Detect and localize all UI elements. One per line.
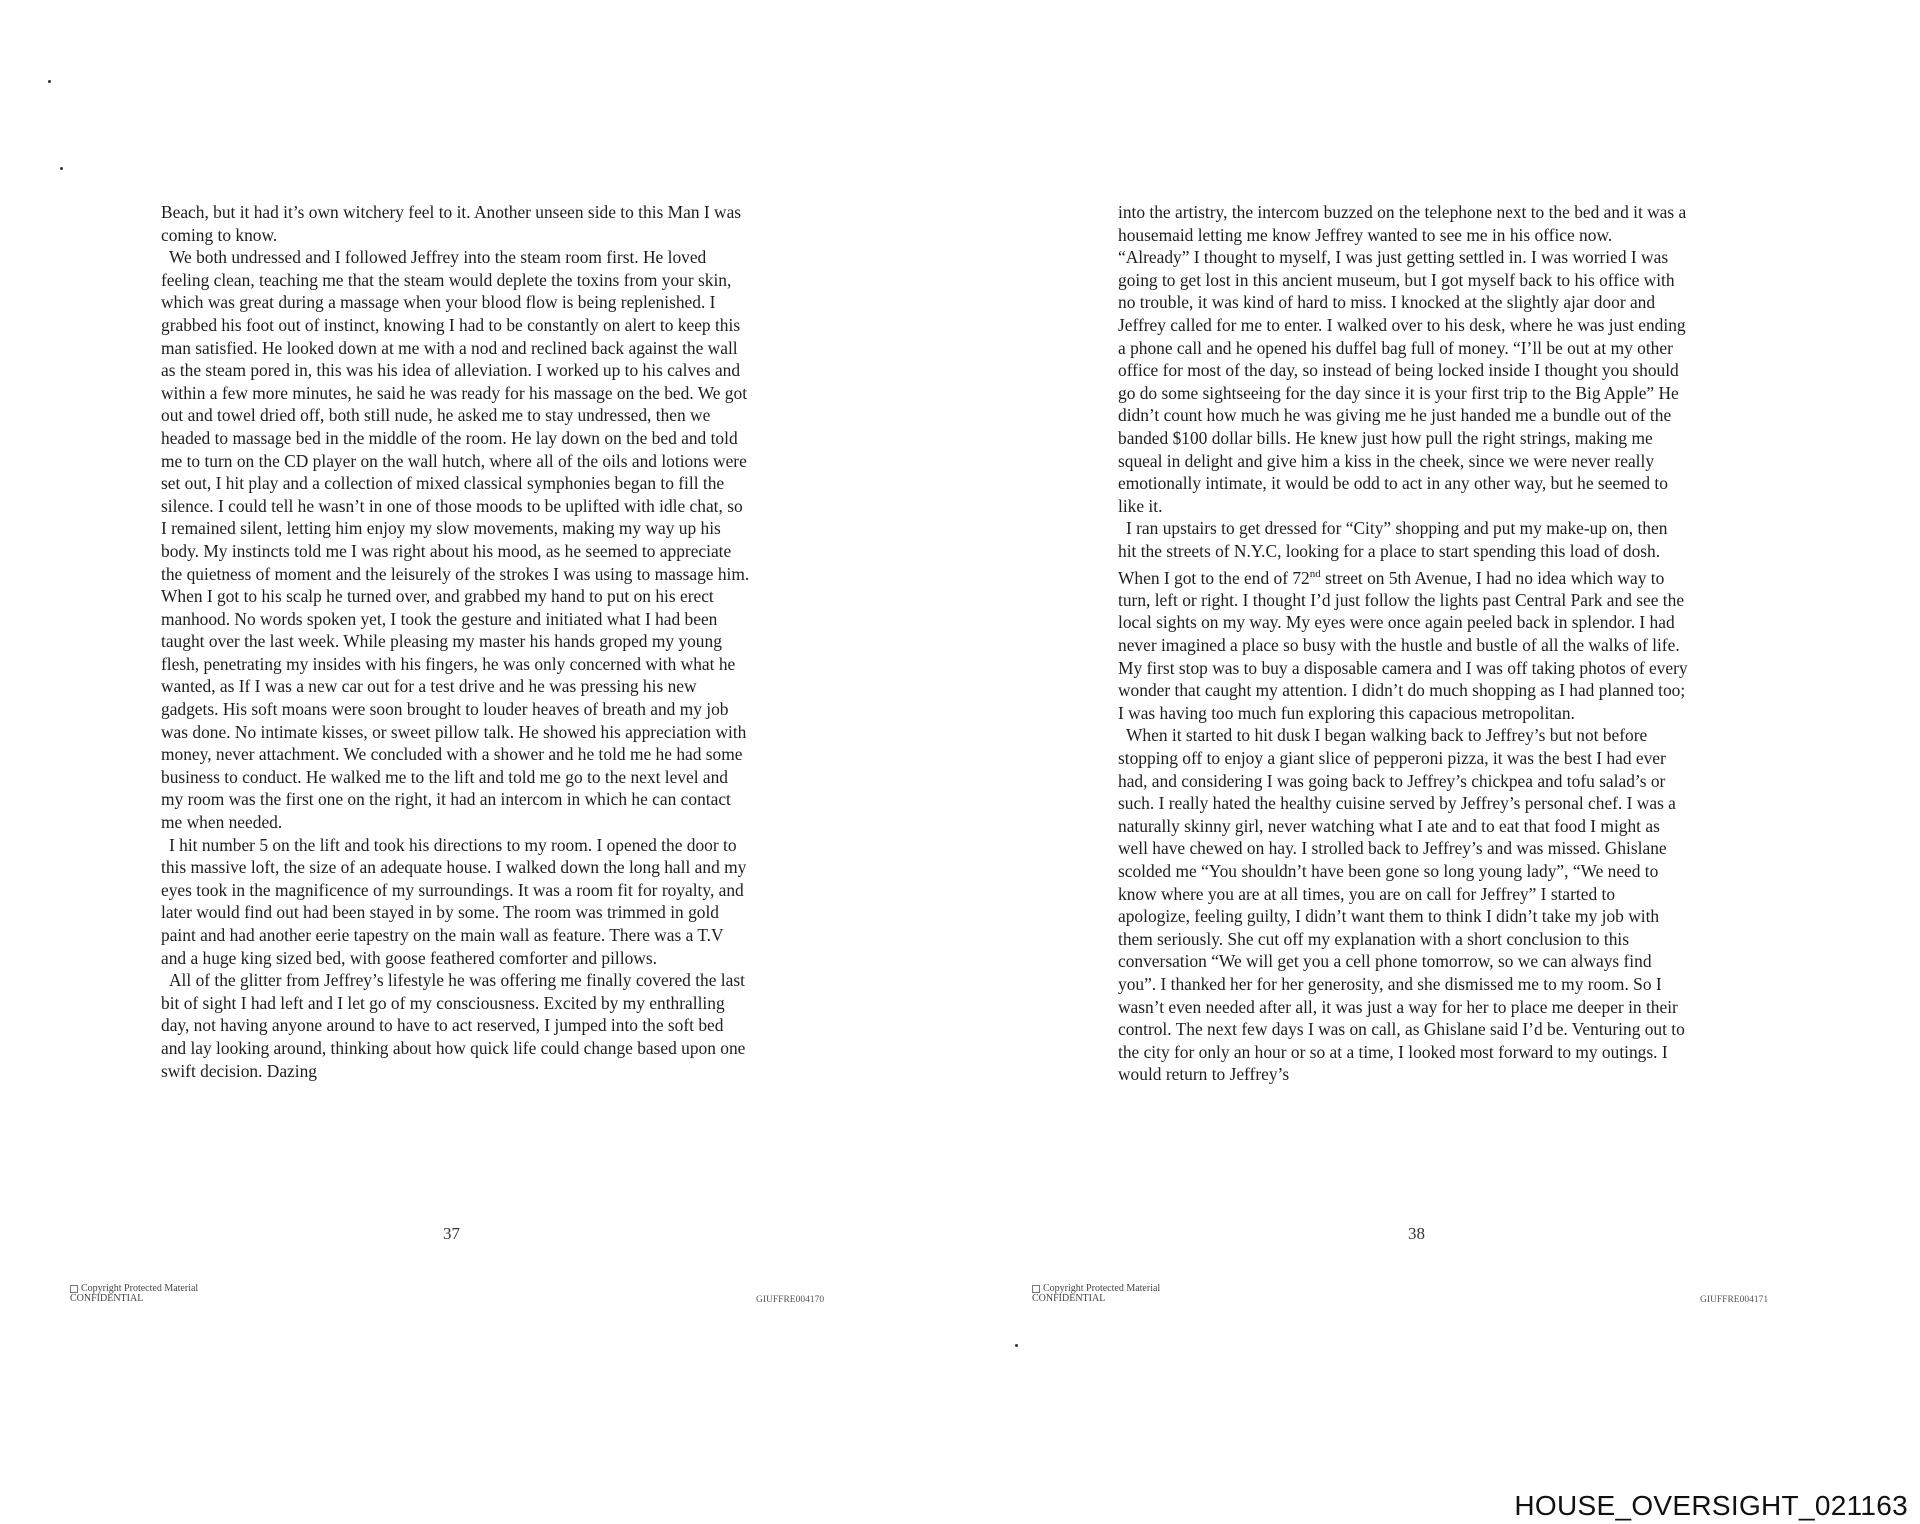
paragraph: Beach, but it had it’s own witchery feel to it. Another unseen side to this Man I was coming to know. [161, 202, 742, 245]
scan-speck [48, 80, 51, 83]
confidential-label: CONFIDENTIAL [70, 1293, 144, 1304]
paragraph: We both undressed and I followed Jeffrey into the steam room first. He loved feeling clean, teaching me that the steam would deplete the toxins from your skin, which was great during a massage when your blood flow is being replenished. I grabbed his foot out of instinct, knowing I had to be constantly on alert to keep this man satisfied. He looked down at me with a nod and reclined back against the wall as the steam pored in, this was his idea of alleviation. I worked up to his calves and within a few more minutes, he said he was ready for his massage on the bed. We got out and towel dried off, both still nude, he asked me to stay undressed, then we headed to massage bed in the middle of the room. He lay down on the bed and told me to turn on the CD player on the wall hutch, where all of the oils and lotions were set out, I hit play and a collection of mixed classical symphonies began to fill the silence. I could tell he wasn’t in one of those moods to be uplifted with idle chat, so I remained silent, letting him enjoy my slow movements, making my way up his body. My instincts told me I was right about his mood, as he seemed to appreciate the quietness of moment and the leisurely of the strokes I was using to massage him. When I got to his scalp he turned over, and grabbed my hand to put on his erect manhood. No words spoken yet, I took the gesture and initiated what I had been taught over the last week. While pleasing my master his hands groped my young flesh, penetrating my insides with his fingers, he was only concerned with what he wanted, as If I was a new car out for a test drive and he was pressing his new gadgets. His soft moans were soon brought to louder heaves of breath and my job was done. No intimate kisses, or sweet pillow talk. He showed his appreciation with money, never attachment. We concluded with a shower and he told me he had some business to conduct. He walked me to the lift and told me go to the next level and my room was the first one on the right, it had an intercom in which he can contact me when needed. [161, 247, 750, 833]
paragraph [1118, 517, 1688, 724]
footer-note [1032, 1284, 1160, 1304]
checkbox-square-icon [70, 1285, 78, 1293]
paragraph-part: I ran upstairs to get dressed for “City” shopping and put my make-up on, then hit the streets of N.Y.C, looking for a place to start spending this load of dosh. When I got to the end of 72 [1118, 518, 1668, 588]
footer-note [70, 1284, 198, 1304]
checkbox-square-icon [1032, 1285, 1040, 1293]
page-number: 38 [1408, 1224, 1425, 1243]
confidential-label: CONFIDENTIAL [1032, 1293, 1106, 1304]
page-38-body [1118, 201, 1688, 1086]
scan-speck [1015, 1344, 1018, 1347]
ordinal-superscript: nd [1309, 567, 1321, 580]
paragraph: When it started to hit dusk I began walking back to Jeffrey’s but not before stopping off to enjoy a giant slice of pepperoni pizza, it was the best I had ever had, and considering I was going back to Jeffrey’s chickpea and tofu salad’s or such. I really hated the healthy cuisine served by Jeffrey’s personal chef. I was a naturally skinny girl, never watching what I ate and to eat that food I might as well have chewed on hay. I strolled back to Jeffrey’s and was missed. Ghislane scolded me “You shouldn’t have been gone so long young lady”, “We need to know where you are at all times, you are on call for Jeffrey” I started to apologize, feeling guilty, I didn’t want them to think I didn’t take my job with them seriously. She cut off my explanation with a short conclusion to this conversation “We will get you a cell phone tomorrow, so we can always find you”. I thanked her for her generosity, and she dismissed me to my room. So I wasn’t even needed after all, it was just a way for her to place me deeper in their control. The next few days I was on call, as Ghislane said I’d be. Venturing out to the city for only an hour or so at a time, I looked most forward to my outings. I would return to Jeffrey’s [1118, 725, 1685, 1085]
scan-speck [60, 167, 63, 170]
oversight-stamp: HOUSE_OVERSIGHT_021163 [1514, 1490, 1908, 1521]
bates-number: GIUFFRE004170 [756, 1295, 825, 1305]
paragraph: I hit number 5 on the lift and took his directions to my room. I opened the door to this massive loft, the size of an adequate house. I walked down the long hall and my eyes took in the magnificence of my surroundings. It was a room fit for royalty, and later would find out had been stayed in by some. The room was trimmed in gold paint and had another eerie tapestry on the main wall as feature. There was a T.V and a huge king sized bed, with goose feathered comforter and pillows. [161, 834, 747, 968]
bates-number: GIUFFRE004171 [1700, 1295, 1769, 1305]
page-37-body [161, 201, 751, 1082]
copyright-label: Copyright Protected Material [1043, 1283, 1161, 1294]
page-38 [960, 0, 1920, 1524]
page-number: 37 [443, 1224, 460, 1243]
paragraph: All of the glitter from Jeffrey’s lifestyle he was offering me finally covered the last bit of sight I had left and I let go of my consciousness. Excited by my enthralling day, not having anyone around to have to act reserved, I jumped into the soft bed and lay looking around, thinking about how quick life could change based upon one swift decision. Dazing [161, 970, 746, 1081]
paragraph: into the artistry, the intercom buzzed on the telephone next to the bed and it was a housemaid letting me know Jeffrey wanted to see me in his office now. “Already” I thought to myself, I was just getting settled in. I was worried I was going to get lost in this ancient museum, but I got myself back to his office with no trouble, it was kind of hard to miss. I knocked at the slightly ajar door and Jeffrey called for me to enter. I walked over to his desk, where he was just ending a phone call and he opened his duffel bag full of money. “I’ll be out at my other office for most of the day, so instead of being locked inside I thought you should go do some sightseeing for the day since it is your first trip to the Big Apple” He didn’t count how much he was giving me he just handed me a bundle out of the banded $100 dollar bills. He knew just how pull the right strings, making me squeal in delight and give him a kiss in the cheek, since we were never really emotionally intimate, it would be odd to act in any other way, but he seemed to like it. [1118, 202, 1687, 516]
copyright-label: Copyright Protected Material [81, 1283, 199, 1294]
paragraph-part: street on 5th Avenue, I had no idea which way to turn, left or right. I thought I’d just follow the lights past Central Park and see the local sights on my way. My eyes were once again peeled back in splendor. I had never imagined a place so busy with the hustle and bustle of all the walks of life. My first stop was to buy a disposable camera and I was off taking photos of every wonder that caught my attention. I didn’t do much shopping as I had planned too; I was having too much fun exploring this capacious metropolitan. [1118, 567, 1688, 723]
